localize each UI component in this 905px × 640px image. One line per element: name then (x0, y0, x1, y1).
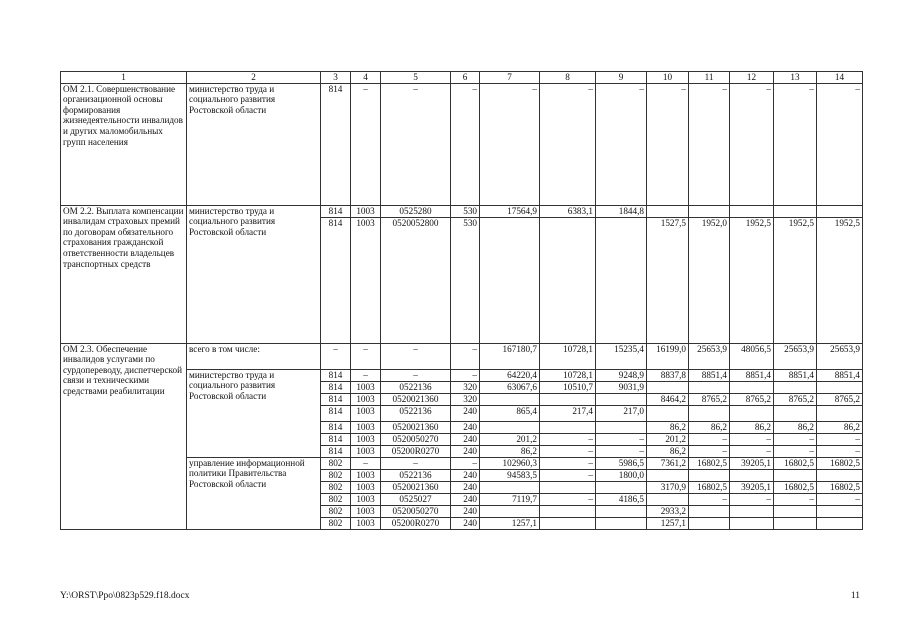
value-cell: 1952,5 (817, 217, 863, 343)
value-cell (540, 421, 596, 433)
value-cell (647, 381, 689, 393)
value-cell (774, 517, 817, 529)
value-cell: 1003 (351, 393, 381, 405)
value-cell: – (689, 433, 730, 445)
value-cell: 0520021360 (381, 421, 451, 433)
value-cell: 5986,5 (596, 457, 647, 469)
value-cell (730, 381, 774, 393)
value-cell: – (774, 83, 817, 205)
value-cell: 240 (451, 405, 480, 421)
value-cell (689, 205, 730, 217)
value-cell: 1003 (351, 433, 381, 445)
value-cell (817, 405, 863, 421)
value-cell: 530 (451, 217, 480, 343)
value-cell: 1527,5 (647, 217, 689, 343)
header-cell: 12 (730, 72, 774, 84)
value-cell: – (817, 433, 863, 445)
header-row (61, 72, 863, 84)
value-cell: – (451, 457, 480, 469)
value-cell: 814 (321, 217, 351, 343)
value-cell: – (689, 445, 730, 457)
value-cell: – (730, 83, 774, 205)
value-cell: – (540, 493, 596, 505)
value-cell: 802 (321, 493, 351, 505)
value-cell: 8851,4 (730, 369, 774, 381)
table-row-om22 (61, 205, 863, 217)
value-cell (647, 205, 689, 217)
value-cell: – (596, 83, 647, 205)
value-cell (647, 405, 689, 421)
value-cell: – (351, 83, 381, 205)
value-cell (817, 469, 863, 481)
value-cell: 16802,5 (689, 481, 730, 493)
value-cell: 94583,5 (480, 469, 540, 481)
value-cell: 25653,9 (774, 343, 817, 369)
header-cell: 10 (647, 72, 689, 84)
value-cell: – (451, 343, 480, 369)
value-cell (689, 381, 730, 393)
value-cell: – (540, 445, 596, 457)
value-cell (689, 469, 730, 481)
value-cell: 86,2 (647, 445, 689, 457)
value-cell (730, 517, 774, 529)
value-cell: 7119,7 (480, 493, 540, 505)
value-cell: 1003 (351, 381, 381, 393)
value-cell: 86,2 (480, 445, 540, 457)
value-cell (540, 393, 596, 405)
executor-name: министерство труда и социального развития Ростовской области (187, 205, 321, 343)
value-cell: 8851,4 (774, 369, 817, 381)
value-cell: 802 (321, 481, 351, 493)
value-cell: 3170,9 (647, 481, 689, 493)
value-cell: 0520021360 (381, 393, 451, 405)
value-cell: 16802,5 (689, 457, 730, 469)
value-cell (540, 505, 596, 517)
value-cell: 1003 (351, 217, 381, 343)
value-cell: 16199,0 (647, 343, 689, 369)
value-cell: 802 (321, 469, 351, 481)
footer-file-path: Y:\ORST\Ppo\0823p529.f18.docx (60, 591, 190, 601)
value-cell: 240 (451, 517, 480, 529)
value-cell: – (730, 493, 774, 505)
value-cell (480, 217, 540, 343)
value-cell: – (351, 457, 381, 469)
value-cell: – (774, 493, 817, 505)
measure-title: ОМ 2.1. Совершенствование организационной основы формирования жизнедеятельности инвалидов и других маломобильных групп населения (61, 83, 187, 205)
value-cell: 4186,5 (596, 493, 647, 505)
value-cell (596, 505, 647, 517)
value-cell: 0525027 (381, 493, 451, 505)
value-cell: 1952,5 (730, 217, 774, 343)
value-cell: 1952,0 (689, 217, 730, 343)
value-cell: 86,2 (647, 421, 689, 433)
value-cell (730, 469, 774, 481)
value-cell: 2933,2 (647, 505, 689, 517)
header-cell: 5 (381, 72, 451, 84)
value-cell: 814 (321, 405, 351, 421)
table-row-om23-total (61, 343, 863, 369)
value-cell: 0522136 (381, 381, 451, 393)
value-cell: 240 (451, 445, 480, 457)
value-cell: 1844,8 (596, 205, 647, 217)
header-cell: 9 (596, 72, 647, 84)
value-cell: 0522136 (381, 405, 451, 421)
value-cell: 1257,1 (480, 517, 540, 529)
value-cell: 217,4 (540, 405, 596, 421)
value-cell: 63067,6 (480, 381, 540, 393)
value-cell: 8464,2 (647, 393, 689, 405)
value-cell: – (817, 493, 863, 505)
value-cell: – (730, 433, 774, 445)
value-cell (596, 421, 647, 433)
executor-name: министерство труда и социального развития Ростовской области (187, 83, 321, 205)
value-cell (596, 393, 647, 405)
value-cell: 0520052800 (381, 217, 451, 343)
value-cell: 39205,1 (730, 481, 774, 493)
value-cell: 6383,1 (540, 205, 596, 217)
value-cell: 217,0 (596, 405, 647, 421)
value-cell: – (647, 83, 689, 205)
value-cell: 1800,0 (596, 469, 647, 481)
value-cell (730, 405, 774, 421)
value-cell: 102960,3 (480, 457, 540, 469)
value-cell: 240 (451, 421, 480, 433)
value-cell: – (540, 457, 596, 469)
value-cell (540, 481, 596, 493)
value-cell: 240 (451, 493, 480, 505)
value-cell: – (817, 445, 863, 457)
value-cell (817, 205, 863, 217)
value-cell: – (774, 433, 817, 445)
value-cell (540, 217, 596, 343)
value-cell: – (689, 493, 730, 505)
executor-name: министерство труда и социального развития Ростовской области (187, 369, 321, 457)
header-cell: 8 (540, 72, 596, 84)
value-cell: 1003 (351, 405, 381, 421)
value-cell: 240 (451, 433, 480, 445)
value-cell: – (451, 83, 480, 205)
value-cell (689, 405, 730, 421)
header-cell: 14 (817, 72, 863, 84)
value-cell: – (351, 343, 381, 369)
header-cell: 7 (480, 72, 540, 84)
value-cell: 25653,9 (817, 343, 863, 369)
value-cell: 0520050270 (381, 505, 451, 517)
header-cell: 11 (689, 72, 730, 84)
value-cell: 7361,2 (647, 457, 689, 469)
value-cell: 05200R0270 (381, 517, 451, 529)
header-cell: 4 (351, 72, 381, 84)
value-cell: 86,2 (730, 421, 774, 433)
value-cell (480, 393, 540, 405)
value-cell: 1003 (351, 205, 381, 217)
value-cell (540, 517, 596, 529)
value-cell (480, 421, 540, 433)
value-cell: – (451, 369, 480, 381)
header-cell: 13 (774, 72, 817, 84)
value-cell: 814 (321, 381, 351, 393)
value-cell: 814 (321, 83, 351, 205)
value-cell: 9248,9 (596, 369, 647, 381)
value-cell: 48056,5 (730, 343, 774, 369)
value-cell (689, 505, 730, 517)
value-cell: 8765,2 (817, 393, 863, 405)
value-cell: – (351, 369, 381, 381)
value-cell: 240 (451, 505, 480, 517)
value-cell: 86,2 (774, 421, 817, 433)
value-cell: 802 (321, 517, 351, 529)
value-cell: 64220,4 (480, 369, 540, 381)
value-cell (774, 205, 817, 217)
value-cell: 86,2 (689, 421, 730, 433)
value-cell: 1003 (351, 493, 381, 505)
header-cell: 6 (451, 72, 480, 84)
value-cell: 0520050270 (381, 433, 451, 445)
value-cell: 16802,5 (817, 457, 863, 469)
value-cell: 8765,2 (774, 393, 817, 405)
measure-title: ОМ 2.2. Выплата компенсации инвалидам страховых премий по договорам обязательного страхования гражданской ответственности владельцев транспортных средств (61, 205, 187, 343)
value-cell: 814 (321, 433, 351, 445)
measure-title: ОМ 2.3. Обеспечение инвалидов услугами по сурдопереводу, диспетчерской связи и техническими средствами реабилитации (61, 343, 187, 529)
value-cell: – (381, 83, 451, 205)
value-cell (480, 505, 540, 517)
value-cell: – (381, 369, 451, 381)
value-cell: 802 (321, 505, 351, 517)
value-cell: 320 (451, 381, 480, 393)
value-cell: 39205,1 (730, 457, 774, 469)
value-cell: 1003 (351, 517, 381, 529)
value-cell (817, 505, 863, 517)
value-cell (596, 517, 647, 529)
header-cell: 3 (321, 72, 351, 84)
value-cell: 10510,7 (540, 381, 596, 393)
value-cell: 814 (321, 205, 351, 217)
value-cell: 10728,1 (540, 343, 596, 369)
value-cell: 1003 (351, 505, 381, 517)
value-cell (647, 469, 689, 481)
value-cell: 0522136 (381, 469, 451, 481)
value-cell (689, 517, 730, 529)
value-cell: – (817, 83, 863, 205)
value-cell (596, 217, 647, 343)
value-cell: 8765,2 (730, 393, 774, 405)
value-cell: 17564,9 (480, 205, 540, 217)
total-label: всего в том числе: (187, 343, 321, 369)
value-cell (774, 405, 817, 421)
value-cell: 814 (321, 421, 351, 433)
table-row-om21 (61, 83, 863, 205)
value-cell: 814 (321, 445, 351, 457)
value-cell: 320 (451, 393, 480, 405)
value-cell: 05200R0270 (381, 445, 451, 457)
page-number: 11 (850, 591, 860, 601)
value-cell: 1257,1 (647, 517, 689, 529)
budget-table (60, 71, 863, 530)
value-cell (774, 469, 817, 481)
value-cell (647, 493, 689, 505)
value-cell: 240 (451, 481, 480, 493)
value-cell (774, 505, 817, 517)
value-cell: – (321, 343, 351, 369)
value-cell (817, 381, 863, 393)
value-cell: 240 (451, 469, 480, 481)
value-cell: 865,4 (480, 405, 540, 421)
value-cell: 201,2 (480, 433, 540, 445)
value-cell: 0525280 (381, 205, 451, 217)
value-cell (730, 205, 774, 217)
value-cell: 8837,8 (647, 369, 689, 381)
value-cell: 10728,1 (540, 369, 596, 381)
value-cell: – (381, 343, 451, 369)
value-cell: 814 (321, 393, 351, 405)
value-cell (774, 381, 817, 393)
value-cell: 16802,5 (774, 481, 817, 493)
value-cell: 15235,4 (596, 343, 647, 369)
table-body (61, 72, 863, 530)
value-cell: – (596, 433, 647, 445)
value-cell: 8851,4 (689, 369, 730, 381)
value-cell: 8851,4 (817, 369, 863, 381)
value-cell: 16802,5 (817, 481, 863, 493)
value-cell: 1003 (351, 445, 381, 457)
value-cell (596, 481, 647, 493)
value-cell: 1003 (351, 469, 381, 481)
value-cell: – (540, 469, 596, 481)
value-cell: – (540, 83, 596, 205)
value-cell: 8765,2 (689, 393, 730, 405)
value-cell: – (730, 445, 774, 457)
value-cell: 0520021360 (381, 481, 451, 493)
value-cell: 201,2 (647, 433, 689, 445)
value-cell: – (381, 457, 451, 469)
value-cell: 814 (321, 369, 351, 381)
value-cell: – (540, 433, 596, 445)
value-cell (480, 481, 540, 493)
value-cell: 1952,5 (774, 217, 817, 343)
value-cell: 802 (321, 457, 351, 469)
header-cell: 2 (187, 72, 321, 84)
value-cell: 9031,9 (596, 381, 647, 393)
value-cell (817, 517, 863, 529)
value-cell: 16802,5 (774, 457, 817, 469)
value-cell: – (480, 83, 540, 205)
header-cell: 1 (61, 72, 187, 84)
value-cell: 25653,9 (689, 343, 730, 369)
value-cell: 1003 (351, 481, 381, 493)
value-cell: 86,2 (817, 421, 863, 433)
value-cell (730, 505, 774, 517)
value-cell: – (689, 83, 730, 205)
value-cell: 167180,7 (480, 343, 540, 369)
value-cell: – (596, 445, 647, 457)
value-cell: 530 (451, 205, 480, 217)
value-cell: – (774, 445, 817, 457)
executor-name: управление информационной политики Правительства Ростовской области (187, 457, 321, 529)
value-cell: 1003 (351, 421, 381, 433)
